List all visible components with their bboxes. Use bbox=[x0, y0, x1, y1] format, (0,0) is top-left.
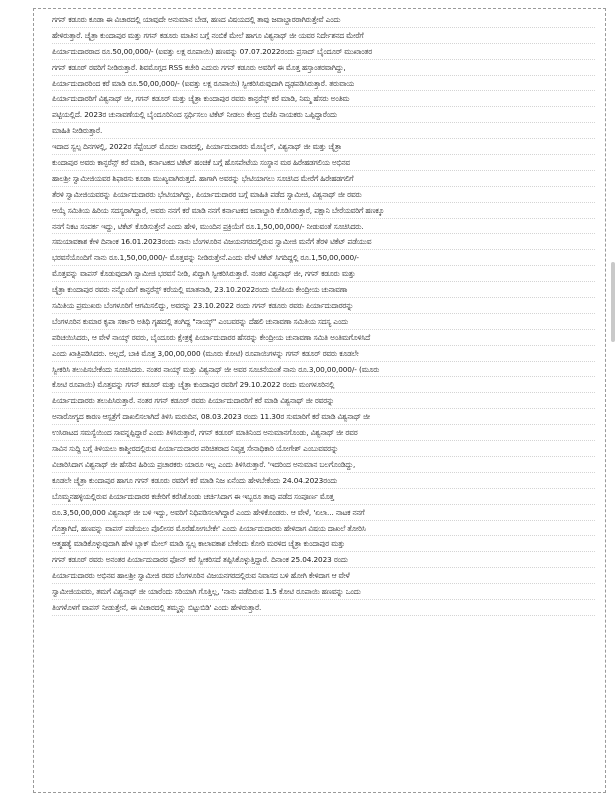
document-line: ಉಸಿರಾಟದ ಸಮಸ್ಯೆಯಿಂದ ಸಾವನ್ನಪ್ಪಿದ್ದಾರೆ ಎಂದು ತಿಳಿಸಿರುತ್ತಾರೆ, ಗಗನ್ ಕಡೂರ್ ಮಾತಿನಿಂದ ಅನುಮಾನಗೊಂಡು, ವಿಶ್ವನಾಥ್ ಜೀ ರವರ bbox=[52, 425, 595, 441]
document-line: ಪರಿಚಯಿಸಿದರು, ಆ ವೇಳೆ ನಾಯ್ಕ್ ರವರು, ಬೈಂದೂರು ಕ್ಷೇತ್ರಕ್ಕೆ ಪಿರ್ಯಾದುದಾರರ ಹೆಸರನ್ನು ಕೇಂದ್ರೀಯ ಚುನಾವಣಾ ಸಮಿತಿ ಅಂತಿಮಗೊಳಿಸಿದೆ bbox=[52, 330, 595, 346]
document-line: ಪಿರ್ಯಾದುದಾರರು ಅಭಿನವ ಹಾಲಶ್ರೀ ಸ್ವಾಮೀಜಿ ರವರ ಬೆಂಗಳೂರಿನ ವಿಜಯನಗರದಲ್ಲಿರುವ ನಿವಾಸದ ಬಳಿ ಹೋಗಿ ಕೇಳಿದಾಗ ಆ ವೇಳೆ bbox=[52, 568, 595, 584]
document-line: ಸಾವಿನ ಸುದ್ದಿ ಬಗ್ಗೆ ತಿಳಿಯಲು ಕಾಶ್ಮೀರದಲ್ಲಿರುವ ಪಿರ್ಯಾದುದಾರರ ಪರಿಚಿತರಾದ ನಿವೃತ್ತ ಸೇನಾಧಿಕಾರಿ ಯೋಗೇಶ್ ಎಂಬುವವರನ್ನು bbox=[52, 441, 595, 457]
document-line: ಹೇಳಿರುತ್ತಾರೆ. ಚೈತ್ರಾ ಕುಂದಾಪುರ ಮತ್ತು ಗಗನ್ ಕಡೂರು ಮಾತಿನ ಬಗ್ಗೆ ನಂಬಿಕೆ ಮೇಲೆ ಹಾಗೂ ವಿಶ್ವನಾಥ್ ಜೀ ಯವರ ನಿರ್ದೇಶನದ ಮೇರೆಗೆ bbox=[52, 28, 595, 44]
document-line: ಕೂಡಲೇ ಚೈತ್ರಾ ಕುಂದಾಪುರ ಹಾಗೂ ಗಗನ್ ಕಡೂರು ರವರಿಗೆ ಕರೆ ಮಾಡಿ ನಿಜ ಏನೆಂದು ಹೇಳಬೇಕೆಂದು 24.04.2023ರಂದು bbox=[52, 473, 595, 489]
scrollbar[interactable] bbox=[610, 0, 616, 800]
document-line: ಇದಾದ ಸ್ವಲ್ಪ ದಿನಗಳಲ್ಲಿ, 2022ರ ಸೆಪ್ಟೆಂಬರ್ ಮೊದಲ ವಾರದಲ್ಲಿ, ಪಿರ್ಯಾದುದಾರರು ಮೊಬೈಲ್, ವಿಶ್ವನಾಥ್ ಜೀ ಮತ್ತು ಚೈತ್ರಾ bbox=[52, 139, 595, 155]
document-line: ಕುಂದಾಪುರ ಅವರು ಕಾನ್ಫರೆನ್ಸ್ ಕರೆ ಮಾಡಿ, ಕರ್ನಾಟಕದ ಟಿಕೆಟ್ ಹಂಚಿಕೆ ಬಗ್ಗೆ ಹೊಸಪೇಟೆಯ ಸಂಸ್ಥಾನ ಮಠ ಹಿರೇಹಡಗಲಿಯ ಅಭಿನವ bbox=[52, 155, 595, 171]
document-line: ರೂ.3,50,00,000 ವಿಶ್ವನಾಥ್ ಜೀ ಬಳಿ ಇದ್ದು, ಅವರಿಗೆ ನಿಧಿಪಡಿಸಲಾಗಿದ್ದಾರೆ ಎಂದು ಹೇಳಿಕೊಂಡರು. ಆ ವೇಳೆ, 'ಏಲಾ... ನಾಟಕ ನನಗೆ bbox=[52, 505, 595, 521]
document-line: ಸ್ವೀಕರಿಸಿ ತಲುಪಿಸಬೇಕೆಂದು ಸೂಚಿಸಿದರು. ನಂತರ ನಾಯ್ಕ್ ಮತ್ತು ವಿಶ್ವನಾಥ್ ಜೀ ಅವರ ಸೂಚನೆಯಂತೆ ನಾನು ರೂ.3,00,00,000/- (ಮೂರು bbox=[52, 362, 595, 378]
document-page bbox=[33, 8, 606, 793]
document-line: ಭರವಸೆಯೊಂದಿಗೆ ನಾನು ರೂ.1,50,00,000/- ಮೊತ್ತವನ್ನು ನೀಡಿರುತ್ತೇನೆ.ಎಂದು ವೇಳೆ ಟಿಕೆಟ್ ಸಿಗದಿದ್ದಲ್ಲಿ ರೂ.1,50,00,000/- bbox=[52, 250, 595, 266]
document-line: ಪಿರ್ಯಾದುದಾರರಿಂದ ಕರೆ ಮಾಡಿ ರೂ.50,00,000/- (ಐವತ್ತು ಲಕ್ಷ ರೂಪಾಯಿ) ಸ್ವೀಕರಿಸಿರುವುದಾಗಿ ದೃಢಪಡಿಸಿರುತ್ತಾರೆ. ತರುವಾಯ bbox=[52, 76, 595, 92]
document-line: ಸ್ವಾಮೀಜಿಯವರು, ತಮಗೆ ವಿಶ್ವನಾಥ್ ಜೀ ಯಾರೆಂದು ಸರಿಯಾಗಿ ಗೊತ್ತಿಲ್ಲ, 'ನಾನು ಪಡೆದಿರುವ 1.5 ಕೋಟಿ ರೂಪಾಯಿ ಹಣವನ್ನು ಒಂದು bbox=[52, 584, 595, 600]
document-line: ಕೋಟಿ ರೂಪಾಯಿ) ಮೊತ್ತವನ್ನು ಗಗನ್ ಕಡೂರ್ ಮತ್ತು ಚೈತ್ರಾ ಕುಂದಾಪುರ ರವರಿಗೆ 29.10.2022 ರಂದು ಮಂಗಳೂರಿನಲ್ಲಿ bbox=[52, 377, 595, 393]
document-line: ಬೆಂಗಳೂರಿನ ಕುಮಾರ ಕೃಪಾ ಸರ್ಕಾರಿ ಅತಿಥಿ ಗೃಹದಲ್ಲಿ ತಂಗಿದ್ದ "ನಾಯ್ಕ್" ಎಂಬವರನ್ನು ದೆಹಲಿ ಚುನಾವಣಾ ಸಮಿತಿಯ ಸದಸ್ಯ ಎಂದು bbox=[52, 314, 595, 330]
scrollbar-thumb[interactable] bbox=[611, 262, 615, 342]
document-line: ತೆರಳಿ ಸ್ವಾಮೀಜಿಯವರನ್ನು ಪಿರ್ಯಾದುದಾರರು ಭೇಟಿಯಾಗಿದ್ದು, ಪಿರ್ಯಾದುದಾರರ ಬಗ್ಗೆ ಮಾಹಿತಿ ಪಡೆದ ಸ್ವಾಮೀಜಿ, ವಿಶ್ವನಾಥ್ ಜೀ ರವರು bbox=[52, 187, 595, 203]
document-line: ಆಯ್ಕೆ ಸಮಿತಿಯ ಹಿರಿಯ ಸದಸ್ಯರಾಗಿದ್ದಾರೆ, ಅವರು ನನಗೆ ಕರೆ ಮಾಡಿ ನನಗೆ ಕರ್ನಾಟಕದ ಜವಾಬ್ದಾರಿ ಕೊಡಿಸಿರುತ್ತಾರೆ, ಪಕ್ಷಾನಿ ಬೇರೆಯವರಿಗೆ ಹಣಕ್ಕೂ bbox=[52, 203, 595, 219]
document-line: ಹಾಲಶ್ರೀ ಸ್ವಾಮೀಜಿಯವರ ಶಿಫಾರಸು ಕೂಡಾ ಮುಖ್ಯವಾಗಿರುತ್ತದೆ. ಹಾಗಾಗಿ ಅವರನ್ನು ಭೇಟಿಯಾಗಲು ಸೂಚಿಸಿದ ಮೇರೆಗೆ ಹಿರೇಹಡಗಲಿಗೆ bbox=[52, 171, 595, 187]
document-line: ಸಮಯಾವಕಾಶ ಕೇಳಿ ದಿನಾಂಕ 16.01.2023ರಂದು ನಾನು ಬೆಂಗಳೂರಿನ ವಿಜಯನಗರದಲ್ಲಿರುವ ಸ್ವಾಮೀಜಿ ಮನೆಗೆ ತೆರಳಿ ಟಿಕೆಟ್ ಪಡೆಯುವ bbox=[52, 234, 595, 250]
document-line: ಪಿರ್ಯಾದುದಾರರು ತಲುಪಿಸಿರುತ್ತಾರೆ. ನಂತರ ಗಗನ್ ಕಡೂರ್ ರವರು ಪಿರ್ಯಾದುದಾರರಿಗೆ ಕರೆ ಮಾಡಿ ವಿಶ್ವನಾಥ್ ಜೀ ರವರನ್ನು bbox=[52, 393, 595, 409]
document-line: ಮೊತ್ತವನ್ನು ವಾಪಸ್ ಕೊಡುವುದಾಗಿ ಸ್ವಾಮೀಜಿ ಭರವಸೆ ನೀಡಿ, ಖಿದ್ದಾಗಿ ಸ್ವೀಕರಿಸಿರುತ್ತಾರೆ. ನಂತರ ವಿಶ್ವನಾಥ್ ಜೀ, ಗಗನ್ ಕಡೂರು ಮತ್ತು bbox=[52, 266, 595, 282]
document-line: ಗಗನ್ ಕಡೂರ್ ರವರಿಗೆ ನೀಡಿರುತ್ತಾರೆ. ಶಿವಮೊಗ್ಗದ RSS ಕಚೇರಿ ಎದುರು ಗಗನ್ ಕಡೂರು ಅವರಿಗೆ ಈ ಮೊತ್ತ ಹಸ್ತಾಂತರವಾಗಿದ್ದು, bbox=[52, 60, 595, 76]
document-line: ಪಟ್ಟಿಯಲ್ಲಿದೆ. 2023ರ ಚುನಾವಣೆಯಲ್ಲಿ ಬೈಂದೂರಿನಿಂದ ಸ್ಪರ್ಧಿಸಲು ಟಿಕೆಟ್ ನೀಡಲು ಕೇಂದ್ರ ಬಿಜೆಪಿ ನಾಯಕರು ಒಪ್ಪಿದ್ದಾರೆಂದು bbox=[52, 107, 595, 123]
document-line: ತಿಂಗಳೊಳಗೆ ವಾಪಸ್ ನೀಡುತ್ತೇನೆ, ಈ ವಿಚಾರದಲ್ಲಿ ತಮ್ಮನ್ನು ಬಿಟ್ಟುಬಿಡಿ' ಎಂದು ಹೇಳಿರುತ್ತಾರೆ. bbox=[52, 600, 595, 616]
document-line: ಸಮಿತಿಯ ಪ್ರಮುಖರು ಬೆಂಗಳೂರಿಗೆ ಆಗಮಿಸಲಿದ್ದು, ಅವರನ್ನು 23.10.2022 ರಂದು ಗಗನ್ ಕಡೂರು ರವರು ಪಿರ್ಯಾದುದಾರರನ್ನು bbox=[52, 298, 595, 314]
document-line: ಮಾಹಿತಿ ನೀಡಿರುತ್ತಾರೆ. bbox=[52, 123, 595, 139]
document-line: ಗೊತ್ತಾಗಿದೆ, ಹಣವನ್ನು ವಾಪಸ್ ಪಡೆಯಲು ಪೊಲೀಸರ ಮೊರೆಹೋಗಬೇಕೇ' ಎಂದು ಪಿರ್ಯಾದುದಾರರು ಹೇಳಿದಾಗ ವಿಷಯ ದಾಖಲೆ ತೋರಿಸಿ bbox=[52, 521, 595, 537]
document-line: ಆತ್ಮಹತ್ಯೆ ಮಾಡಿಕೊಳ್ಳುವುದಾಗಿ ಹೇಳಿ ಬ್ಲಾಕ್ ಮೇಲ್ ಮಾಡಿ ಸ್ವಲ್ಪ ಕಾಲಾವಕಾಶ ಬೇಕೆಂದು ಕೋರಿ ಮರಳಿದ ಚೈತ್ರಾ ಕುಂದಾಪುರ ಮತ್ತು bbox=[52, 536, 595, 552]
document-line: ವಿಚಾರಿಸಿದಾಗ ವಿಶ್ವನಾಥ್ ಜೀ ಹೆಸರಿನ ಹಿರಿಯ ಪ್ರಚಾರಕರು ಯಾರೂ ಇಲ್ಲ ಎಂದು ತಿಳಿಸಿರುತ್ತಾರೆ. 'ಇದರಿಂದ ಅನುಮಾನ ಬಲಗೊಂಡಿದ್ದು, bbox=[52, 457, 595, 473]
document-line: ಪಿರ್ಯಾದುದಾರರಾದ ರೂ.50,00,000/- (ಐವತ್ತು ಲಕ್ಷ ರೂಪಾಯಿ) ಹಣವನ್ನು 07.07.2022ರಂದು ಪ್ರಸಾದ್ ಬೈಂದೂರ್ ಮುಖಾಂತರ bbox=[52, 44, 595, 60]
document-line: ಚೈತ್ರಾ ಕುಂದಾಪುರ ರವರು ನನ್ನೊಂದಿಗೆ ಕಾನ್ಫರೆನ್ಸ್ ಕರೆಯಲ್ಲಿ ಮಾತನಾಡಿ, 23.10.2022ರಂದು ಬಿಜೆಪಿಯ ಕೇಂದ್ರೀಯ ಚುನಾವಣಾ bbox=[52, 282, 595, 298]
document-line: ಗಗನ್ ಕಡೂರು ಕೂಡಾ ಈ ವಿಚಾರದಲ್ಲಿ ಯಾವುದೇ ಅನುಮಾನ ಬೇಡ, ಹಣದ ವಿಷಯದಲ್ಲಿ ತಾವು ಜವಾಬ್ದಾರರಾಗಿರುತ್ತೇವೆ ಎಂದು bbox=[52, 12, 595, 28]
document-line: ಬೊಮ್ಮನಹಳ್ಳಿಯಲ್ಲಿರುವ ಪಿರ್ಯಾದುದಾರರ ಕಚೇರಿಗೆ ಕರೆಸಿಕೊಂಡು ಚರ್ಚಿಸಿದಾಗ ಈ ಇಬ್ಬರೂ ತಾವು ಪಡೆದ ಸಂಪೂರ್ಣ ಮೊತ್ತ bbox=[52, 489, 595, 505]
document-line: ಗಗನ್ ಕಡೂರ್ ರವರು ಅನಂತರ ಪಿರ್ಯಾದುದಾರರ ಫೋನ್ ಕರೆ ಸ್ವೀಕರಿಸದೆ ತಪ್ಪಿಸಿಕೊಳ್ಳುತ್ತಿದ್ದಾರೆ. ದಿನಾಂಕ 25.04.2023 ರಂದು bbox=[52, 552, 595, 568]
document-line: ಎಂದು ಖಾತ್ರಿಪಡಿಸಿದರು. ಅಲ್ಲದೆ, ಬಾಕಿ ಮೊತ್ತ 3,00,00,000 (ಮೂರು ಕೋಟಿ) ರೂಪಾಯಿಗಳನ್ನು ಗಗನ್ ಕಡೂರ್ ರವರು ಕೂಡಲೇ bbox=[52, 346, 595, 362]
document-line: ಅನಾರೋಗ್ಯದ ಕಾರಣ ಆಸ್ಪತ್ರೆಗೆ ದಾಖಲಿಸಲಾಗಿದೆ ತಿಳಿಸಿ ಮರುದಿನ, 08.03.2023 ರಂದು 11.30ರ ಸುಮಾರಿಗೆ ಕರೆ ಮಾಡಿ ವಿಶ್ವನಾಥ್ ಜೀ bbox=[52, 409, 595, 425]
document-line: ಪಿರ್ಯಾದುದಾರರಿಗೆ ವಿಶ್ವನಾಥ್ ಜೀ, ಗಗನ್ ಕಡೂರ್ ಮತ್ತು ಚೈತ್ರಾ ಕುಂದಾಪುರ ರವರು ಕಾನ್ಫರೆನ್ಸ್ ಕರೆ ಮಾಡಿ, ನಿಮ್ಮ ಹೆಸರು ಅಂತಿಮ bbox=[52, 91, 595, 107]
document-body bbox=[52, 12, 595, 616]
document-line: ನನಗೆ ನಿಕಟ ಸಂಪರ್ಕ ಇದ್ದು, ಟಿಕೆಟ್ ಕೊಡಿಸುತ್ತೇನೆ ಎಂದು ಹೇಳಿ, ಮುಂದಿನ ಪ್ರಕ್ರಿಯೆಗೆ ರೂ.1,50,00,000/- ನೀಡುವಂತೆ ಸೂಚಿಸಿದರು. bbox=[52, 219, 595, 235]
